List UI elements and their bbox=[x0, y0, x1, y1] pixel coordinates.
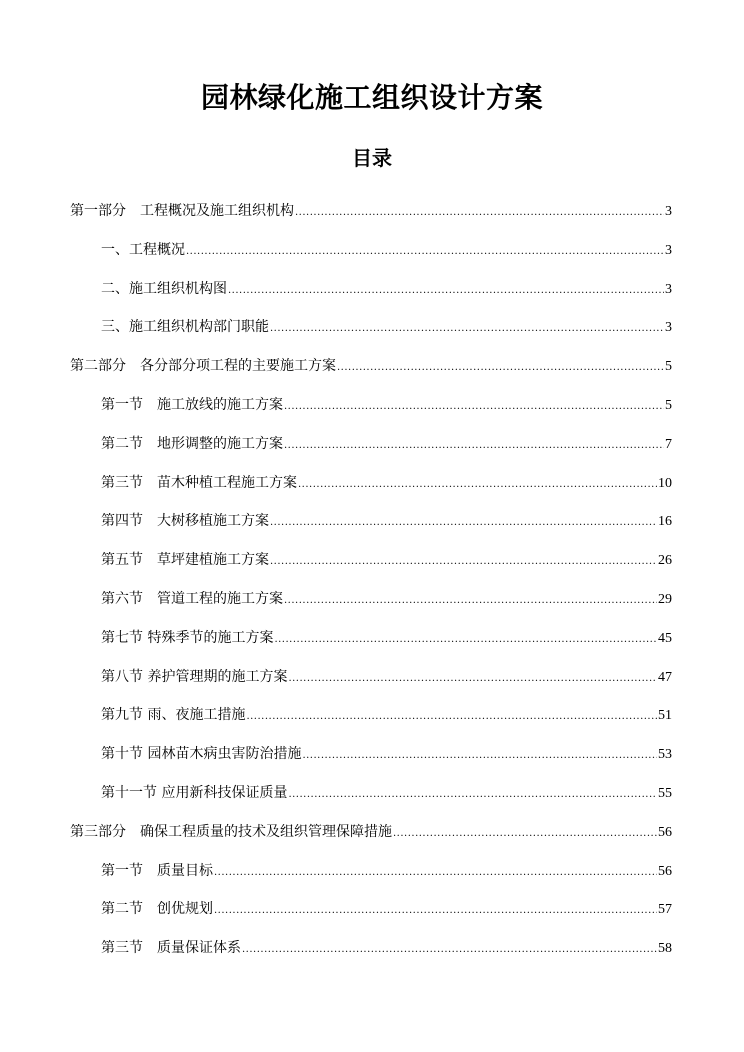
toc-leader-dots bbox=[228, 276, 664, 306]
toc-leader-dots bbox=[298, 470, 657, 500]
toc-leader-dots bbox=[270, 547, 657, 577]
toc-entry-label: 第六节 管道工程的施工方案 bbox=[101, 590, 283, 607]
toc-leader-dots bbox=[288, 780, 657, 810]
toc-entry-page: 56 bbox=[658, 863, 672, 879]
toc-entry-label: 第一节 施工放线的施工方案 bbox=[101, 396, 283, 413]
toc-entry-label: 第二节 创优规划 bbox=[101, 901, 213, 918]
toc-leader-dots bbox=[295, 198, 664, 228]
toc-entry[interactable] bbox=[70, 429, 672, 468]
toc-entry[interactable] bbox=[70, 623, 672, 662]
toc-entry[interactable] bbox=[70, 778, 672, 817]
toc-entry[interactable] bbox=[70, 468, 672, 507]
toc-entry-page: 10 bbox=[658, 475, 672, 491]
toc-leader-dots bbox=[270, 314, 664, 344]
document-title: 园林绿化施工组织设计方案 bbox=[200, 81, 543, 114]
toc-entry-page: 5 bbox=[665, 397, 672, 413]
toc-entry[interactable] bbox=[70, 933, 672, 972]
toc-entry-page: 58 bbox=[658, 941, 672, 957]
toc-entry-label: 一、工程概况 bbox=[101, 241, 185, 258]
toc-entry[interactable] bbox=[70, 817, 672, 856]
toc-leader-dots bbox=[288, 664, 657, 694]
toc-leader-dots bbox=[242, 935, 657, 965]
toc-entry-page: 7 bbox=[665, 436, 672, 452]
toc-entry[interactable] bbox=[70, 584, 672, 623]
toc-entry[interactable] bbox=[70, 894, 672, 933]
toc-entry-page: 16 bbox=[658, 514, 672, 530]
toc-entry-page: 3 bbox=[665, 204, 672, 219]
toc-entry-label: 第一节 质量目标 bbox=[101, 862, 213, 879]
toc-entry-label: 第三节 质量保证体系 bbox=[101, 940, 241, 957]
toc-entry[interactable] bbox=[70, 662, 672, 701]
toc-leader-dots bbox=[284, 392, 664, 422]
toc-entry-label: 第八节 养护管理期的施工方案 bbox=[101, 668, 288, 685]
toc-leader-dots bbox=[274, 625, 657, 655]
toc-entry[interactable] bbox=[70, 506, 672, 545]
toc-entry-label: 第二节 地形调整的施工方案 bbox=[101, 435, 283, 452]
toc-leader-dots bbox=[284, 431, 664, 461]
toc-entry-label: 三、施工组织机构部门职能 bbox=[101, 319, 269, 336]
toc-entry[interactable] bbox=[70, 312, 672, 351]
toc-entry[interactable] bbox=[70, 739, 672, 778]
toc-entry-page: 51 bbox=[658, 708, 672, 724]
toc-entry[interactable] bbox=[70, 700, 672, 739]
toc-leader-dots bbox=[214, 858, 657, 888]
toc-entry-label: 第十节 园林苗木病虫害防治措施 bbox=[101, 746, 302, 763]
toc-entry-page: 56 bbox=[658, 824, 672, 840]
toc-entry-page: 29 bbox=[658, 591, 672, 607]
toc-entry[interactable] bbox=[70, 856, 672, 895]
toc-entry[interactable] bbox=[70, 196, 672, 235]
toc-entry[interactable] bbox=[70, 235, 672, 274]
toc-entry[interactable] bbox=[70, 351, 672, 390]
toc-entry-label: 第十一节 应用新科技保证质量 bbox=[101, 784, 288, 801]
toc-entry-label: 第三部分 确保工程质量的技术及组织管理保障措施 bbox=[70, 823, 392, 840]
toc-entry-page: 26 bbox=[658, 553, 672, 569]
table-of-contents bbox=[70, 196, 672, 972]
toc-entry-page: 45 bbox=[658, 630, 672, 646]
toc-entry-page: 53 bbox=[658, 747, 672, 763]
toc-entry[interactable] bbox=[70, 545, 672, 584]
toc-entry-page: 55 bbox=[658, 785, 672, 801]
toc-leader-dots bbox=[246, 702, 657, 732]
toc-leader-dots bbox=[214, 896, 657, 926]
toc-entry-label: 第二部分 各分部分项工程的主要施工方案 bbox=[70, 358, 336, 375]
toc-leader-dots bbox=[393, 819, 657, 849]
toc-entry-label: 二、施工组织机构图 bbox=[101, 280, 227, 297]
toc-entry-page: 47 bbox=[658, 669, 672, 685]
toc-leader-dots bbox=[186, 237, 664, 267]
toc-entry-page: 57 bbox=[658, 902, 672, 918]
toc-entry[interactable] bbox=[70, 274, 672, 313]
toc-leader-dots bbox=[270, 508, 657, 538]
toc-entry-label: 第四节 大树移植施工方案 bbox=[101, 513, 269, 530]
toc-entry-label: 第一部分 工程概况及施工组织机构 bbox=[70, 203, 294, 219]
toc-leader-dots bbox=[302, 741, 657, 771]
toc-leader-dots bbox=[284, 586, 657, 616]
toc-entry-label: 第五节 草坪建植施工方案 bbox=[101, 552, 269, 569]
toc-entry-label: 第七节 特殊季节的施工方案 bbox=[101, 629, 274, 646]
toc-entry[interactable] bbox=[70, 390, 672, 429]
toc-leader-dots bbox=[337, 353, 664, 383]
toc-entry-page: 3 bbox=[665, 320, 672, 336]
toc-entry-label: 第九节 雨、夜施工措施 bbox=[101, 707, 246, 724]
toc-heading: 目录 bbox=[352, 146, 392, 170]
toc-entry-page: 3 bbox=[665, 242, 672, 258]
toc-entry-label: 第三节 苗木种植工程施工方案 bbox=[101, 474, 297, 491]
toc-entry-page: 3 bbox=[665, 281, 672, 297]
toc-entry-page: 5 bbox=[665, 359, 672, 375]
